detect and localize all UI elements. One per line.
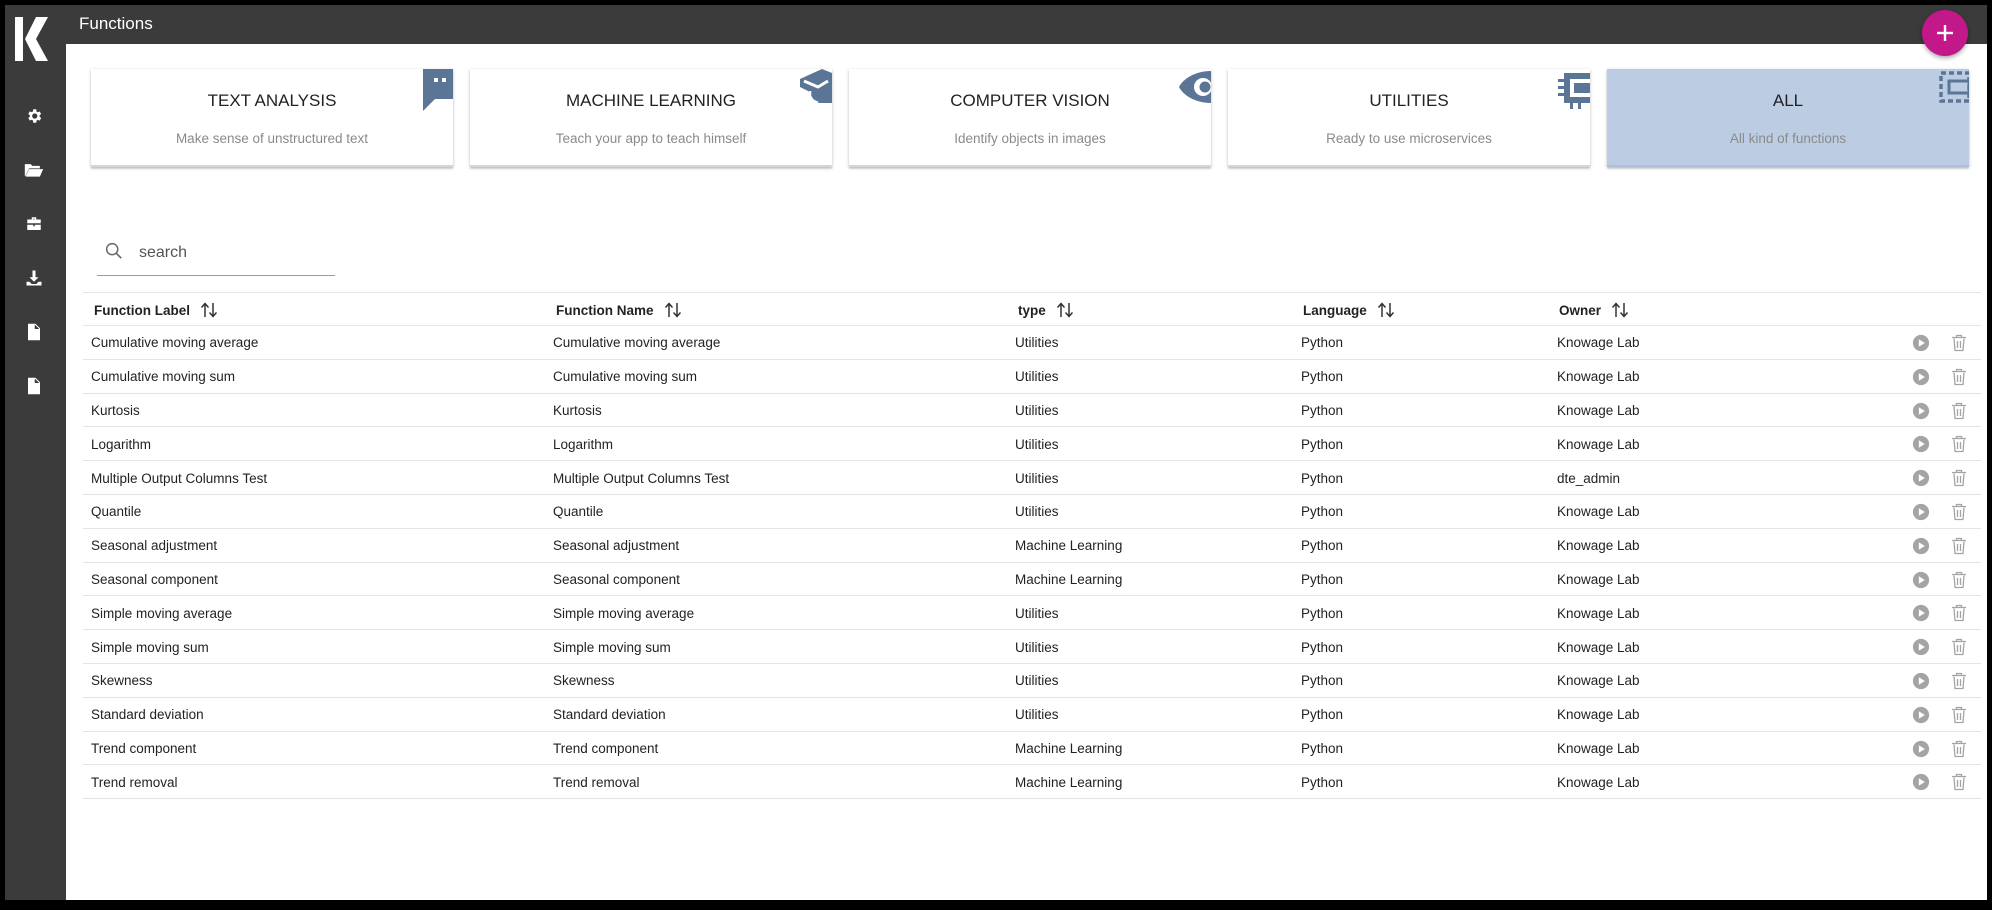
trash-icon[interactable] [1949, 603, 1969, 623]
card-description: Identify objects in images [954, 131, 1106, 146]
cell-language: Python [1301, 571, 1344, 587]
cell-function-name: Trend removal [553, 774, 640, 790]
cell-owner: Knowage Lab [1557, 335, 1640, 351]
cell-language: Python [1301, 504, 1344, 520]
play-circle-icon[interactable] [1911, 739, 1931, 759]
table-row[interactable] [83, 461, 1981, 495]
search-input[interactable] [139, 240, 329, 266]
toolbar [66, 5, 1987, 44]
knowage-logo[interactable] [12, 15, 52, 63]
page-title: Functions [79, 14, 153, 33]
table-row[interactable] [83, 664, 1981, 698]
cell-language: Python [1301, 673, 1344, 689]
cell-function-label: Standard deviation [91, 707, 204, 723]
play-circle-icon[interactable] [1911, 705, 1931, 725]
cell-owner: dte_admin [1557, 470, 1621, 486]
cell-function-label: Trend removal [91, 774, 178, 790]
cell-type: Machine Learning [1015, 571, 1123, 587]
trash-icon[interactable] [1949, 705, 1969, 725]
cell-owner: Knowage Lab [1557, 774, 1640, 790]
functions-table [83, 292, 1981, 799]
sort-icon[interactable] [1377, 302, 1395, 318]
cell-owner: Knowage Lab [1557, 740, 1640, 756]
play-circle-icon[interactable] [1911, 333, 1931, 353]
cell-language: Python [1301, 774, 1344, 790]
trash-icon[interactable] [1949, 502, 1969, 522]
column-header-label: Language [1303, 302, 1367, 318]
cell-function-label: Multiple Output Columns Test [91, 470, 268, 486]
table-row[interactable] [83, 732, 1981, 766]
column-header-label: Owner [1559, 302, 1602, 318]
cell-function-label: Simple moving sum [91, 639, 209, 655]
folder-open-icon[interactable] [19, 155, 49, 185]
cell-function-name: Quantile [553, 504, 604, 520]
play-circle-icon[interactable] [1911, 502, 1931, 522]
play-circle-icon[interactable] [1911, 671, 1931, 691]
sort-icon[interactable] [664, 302, 682, 318]
cell-function-label: Trend component [91, 740, 197, 756]
eye-icon [1179, 69, 1211, 111]
cell-function-name: Simple moving average [553, 605, 695, 621]
cell-function-name: Skewness [553, 673, 615, 689]
cell-function-name: Trend component [553, 740, 659, 756]
cell-owner: Knowage Lab [1557, 402, 1640, 418]
column-header-owner[interactable] [1559, 293, 1629, 327]
play-circle-icon[interactable] [1911, 468, 1931, 488]
play-circle-icon[interactable] [1911, 603, 1931, 623]
table-row[interactable] [83, 563, 1981, 597]
cell-function-label: Cumulative moving average [91, 335, 259, 351]
cell-owner: Knowage Lab [1557, 605, 1640, 621]
column-header-label: Function Name [556, 302, 654, 318]
cell-language: Python [1301, 639, 1344, 655]
cell-function-label: Seasonal component [91, 571, 218, 587]
cell-language: Python [1301, 335, 1344, 351]
cell-type: Utilities [1015, 707, 1059, 723]
card-title: TEXT ANALYSIS [207, 91, 337, 110]
table-row[interactable] [83, 529, 1981, 563]
cell-function-name: Kurtosis [553, 402, 602, 418]
card-title: UTILITIES [1369, 91, 1449, 110]
cell-type: Utilities [1015, 470, 1059, 486]
cell-owner: Knowage Lab [1557, 639, 1640, 655]
cell-language: Python [1301, 436, 1344, 452]
trash-icon[interactable] [1949, 739, 1969, 759]
table-header [83, 292, 1981, 326]
cell-owner: Knowage Lab [1557, 504, 1640, 520]
sort-icon[interactable] [1056, 302, 1074, 318]
trash-icon[interactable] [1949, 637, 1969, 657]
column-header-function-name[interactable] [556, 293, 682, 327]
table-body [83, 326, 1981, 799]
cell-type: Utilities [1015, 402, 1059, 418]
trash-icon[interactable] [1949, 401, 1969, 421]
cell-function-name: Seasonal adjustment [553, 538, 680, 554]
cell-language: Python [1301, 402, 1344, 418]
document-icon[interactable] [19, 371, 49, 401]
card-computer-vision[interactable] [849, 69, 1211, 167]
search-box [97, 230, 335, 276]
column-header-label: type [1018, 302, 1046, 318]
cell-function-name: Multiple Output Columns Test [553, 470, 730, 486]
cell-type: Utilities [1015, 639, 1059, 655]
cell-function-label: Logarithm [91, 436, 152, 452]
gear-icon[interactable] [19, 101, 49, 131]
card-description: Make sense of unstructured text [175, 131, 369, 146]
trash-icon[interactable] [1949, 536, 1969, 556]
cell-type: Utilities [1015, 605, 1059, 621]
cell-function-name: Standard deviation [553, 707, 666, 723]
trash-icon[interactable] [1949, 468, 1969, 488]
briefcase-icon[interactable] [19, 209, 49, 239]
cell-type: Utilities [1015, 436, 1059, 452]
cell-language: Python [1301, 470, 1344, 486]
card-all[interactable] [1607, 69, 1969, 167]
table-row[interactable] [83, 360, 1981, 394]
play-circle-icon[interactable] [1911, 570, 1931, 590]
table-row[interactable] [83, 427, 1981, 461]
window-bottom-edge [5, 900, 1987, 903]
play-circle-icon[interactable] [1911, 536, 1931, 556]
cell-function-label: Seasonal adjustment [91, 538, 218, 554]
cell-function-name: Logarithm [553, 436, 614, 452]
cell-function-name: Cumulative moving average [553, 335, 721, 351]
cell-language: Python [1301, 369, 1344, 385]
table-row[interactable] [83, 596, 1981, 630]
document-icon[interactable] [19, 317, 49, 347]
play-circle-icon[interactable] [1911, 637, 1931, 657]
add-function-button[interactable] [1922, 10, 1968, 56]
card-utilities[interactable] [1228, 69, 1590, 167]
cell-owner: Knowage Lab [1557, 707, 1640, 723]
card-title: COMPUTER VISION [950, 91, 1110, 110]
cell-owner: Knowage Lab [1557, 571, 1640, 587]
card-machine-learning[interactable] [470, 69, 832, 167]
trash-icon[interactable] [1949, 367, 1969, 387]
cell-type: Machine Learning [1015, 774, 1123, 790]
chip-icon [1558, 69, 1590, 111]
cell-language: Python [1301, 707, 1344, 723]
card-text-analysis[interactable] [91, 69, 453, 167]
play-circle-icon[interactable] [1911, 401, 1931, 421]
card-title: MACHINE LEARNING [565, 91, 737, 110]
cell-owner: Knowage Lab [1557, 538, 1640, 554]
card-description: Teach your app to teach himself [555, 131, 747, 146]
cell-function-name: Cumulative moving sum [553, 369, 698, 385]
table-row[interactable] [83, 394, 1981, 428]
sidebar [5, 5, 66, 903]
column-header-label: Function Label [94, 302, 190, 318]
table-row[interactable] [83, 630, 1981, 664]
cell-owner: Knowage Lab [1557, 673, 1640, 689]
play-circle-icon[interactable] [1911, 367, 1931, 387]
trash-icon[interactable] [1949, 333, 1969, 353]
table-row[interactable] [83, 698, 1981, 732]
card-description: All kind of functions [1729, 131, 1847, 146]
column-header-language[interactable] [1303, 293, 1395, 327]
cell-type: Utilities [1015, 335, 1059, 351]
dashed-square-icon [1937, 69, 1969, 111]
cell-function-name: Simple moving sum [553, 639, 671, 655]
cell-type: Utilities [1015, 504, 1059, 520]
cell-function-label: Quantile [91, 504, 142, 520]
cell-function-label: Skewness [91, 673, 153, 689]
cell-function-label: Kurtosis [91, 402, 140, 418]
category-cards [91, 69, 1969, 167]
play-circle-icon[interactable] [1911, 434, 1931, 454]
cell-function-label: Simple moving average [91, 605, 233, 621]
sort-icon[interactable] [1611, 302, 1629, 318]
column-header-function-label[interactable] [94, 293, 218, 327]
trash-icon[interactable] [1949, 772, 1969, 792]
plus-icon [1936, 24, 1954, 42]
card-title: ALL [1772, 91, 1804, 110]
cell-language: Python [1301, 538, 1344, 554]
cell-function-name: Seasonal component [553, 571, 680, 587]
cell-owner: Knowage Lab [1557, 436, 1640, 452]
app-window [5, 5, 1987, 903]
cell-function-label: Cumulative moving sum [91, 369, 236, 385]
cell-language: Python [1301, 740, 1344, 756]
table-row[interactable] [83, 765, 1981, 799]
trash-icon[interactable] [1949, 434, 1969, 454]
cell-type: Machine Learning [1015, 538, 1123, 554]
cell-owner: Knowage Lab [1557, 369, 1640, 385]
table-row[interactable] [83, 495, 1981, 529]
trash-icon[interactable] [1949, 570, 1969, 590]
comment-icon [421, 69, 453, 111]
table-row[interactable] [83, 326, 1981, 360]
card-description: Ready to use microservices [1326, 131, 1492, 146]
cell-type: Utilities [1015, 673, 1059, 689]
column-header-type[interactable] [1018, 293, 1074, 327]
play-circle-icon[interactable] [1911, 772, 1931, 792]
download-icon[interactable] [19, 263, 49, 293]
cell-type: Utilities [1015, 369, 1059, 385]
cell-language: Python [1301, 605, 1344, 621]
search-icon [105, 242, 123, 260]
cell-type: Machine Learning [1015, 740, 1123, 756]
graduation-cap-icon [800, 69, 832, 111]
trash-icon[interactable] [1949, 671, 1969, 691]
sort-icon[interactable] [200, 302, 218, 318]
